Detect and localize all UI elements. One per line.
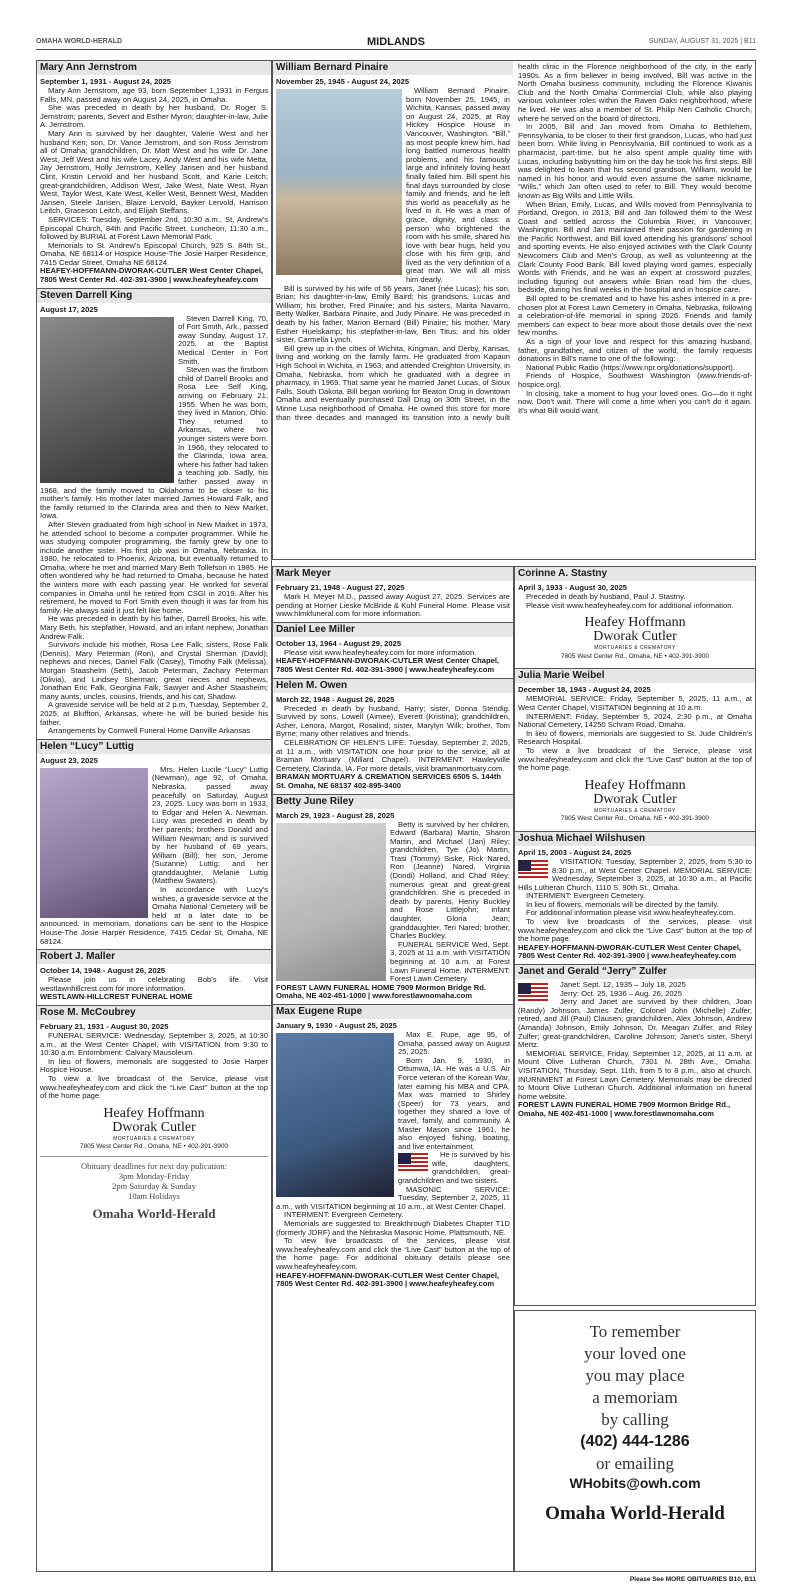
funeral-home: HEAFEY-HOFFMANN-DWORAK-CUTLER West Center Chapel, 7805 West Center Rd. 402-391-3900 | www.heafeyheafey.com	[40, 266, 264, 285]
obit-text: Please join us in celebrating Bob's life. Visit westlawnhillcrest.com for more information.	[40, 975, 268, 993]
obit-dates: February 21, 1931 - August 30, 2025	[40, 1022, 169, 1031]
obit-pinaire	[273, 61, 755, 559]
obit-king	[37, 289, 271, 740]
funeral-home: HEAFEY-HOFFMANN-DWORAK-CUTLER West Center Chapel, 7805 West Center Rd. 402-391-3900 | www.heafeyheafey.com	[276, 656, 500, 674]
obit-text: FUNERAL SERVICE: Wednesday, September 3, 2025, at 10:30 a.m., at the West Center Chapel, with VISITATION from 9:30 to 10:30 a.m. Entombment: Calvary Mausoleum.	[40, 1031, 268, 1058]
obit-text: She was preceded in death by her husband, Dr. Roger S. Jernstrom; parents, Severt and Esther Myron; daughter-in-law, Julie A. Jernstrom.	[40, 103, 268, 130]
obit-text: MEMORIAL SERVICE: Friday, September 5, 2025, 11 a.m., at West Center Chapel, VISITATION beginning at 10 a.m.	[518, 694, 752, 712]
obit-text: When Brian, Emily, Lucas, and Wills moved from Pennsylvania to Portland, Oregon, in 2013, Bill and Jan followed them to the West Coast and settled across the Columbia River, in Vancouver, Washington. Bill and Jan maintained their passion for gardening in the Pacific Northwest, and Bill loved attending his grandsons' school and sporting events. He also enjoyed activities with the Clark County Newcomers Club and Men's Group, as well as volunteering at the Clark County Food Bank. Bill loved playing word games, especially Words with Friends, and he was an expert at crossword puzzles, including figuring out answers while Brian read him the clues, bedside, during his final weeks in the hospital and in hospice care.	[518, 199, 752, 295]
obit-dates: September 1, 1931 - August 24, 2025	[40, 77, 171, 86]
deadline-title: Obituary deadlines for next day pulication:	[80, 1160, 228, 1171]
obit-weibel	[515, 669, 755, 832]
obit-text: In lieu of flowers, memorials will be directed by the family.	[526, 899, 719, 909]
obit-dates: August 17, 2025	[40, 304, 98, 314]
obit-text: To view a live broadcast of the Service, please visit www.heafeyheafey.com and click the “Live Cast” button at the top of the home page.	[518, 745, 752, 773]
deadline-line: 2pm Saturday & Sunday	[112, 1180, 196, 1191]
obit-dates: February 21, 1948 - August 27, 2025	[276, 583, 405, 592]
obit-dates: August 23, 2025	[40, 755, 98, 765]
obit-text: INTERMENT: Evergreen Cemetery.	[284, 1210, 404, 1220]
obit-dates: March 29, 1923 - August 28, 2025	[276, 810, 395, 820]
logo-line: Heafey Hoffmann	[584, 615, 686, 631]
funeral-home-logo	[518, 779, 752, 824]
footer-see-more: Please See MORE OBITUARIES B10, B11	[629, 1576, 756, 1583]
obit-name: Mark Meyer	[273, 567, 513, 581]
obit-text: Preceded in death by husband, Harry; sister, Donna Stendig. Survived by sons, Lowell (Aimee), Everett (Kristina); grandchildren, Asher, Lenora, Margot, Rosalind; sister, Marylyn Wilk; brother, Tom Byrne; many other relatives and friends.	[276, 703, 510, 739]
obit-dates: April 3, 1933 - August 30, 2025	[518, 583, 628, 592]
logo-line: 7805 West Center Rd., Omaha, NE • 402-391-3900	[560, 652, 710, 660]
obit-text: To view live broadcasts of the services, please visit www.heafeyheafey.com and click the “Live Cast” button at the top of the home page.	[518, 917, 752, 944]
obit-name: Helen “Lucy” Luttig	[37, 740, 271, 754]
funeral-home: BRAMAN MORTUARY & CREMATION SERVICES 6505 S. 144th St. Omaha, NE 68137 402-895-3400	[276, 772, 502, 790]
obit-wilshusen	[515, 832, 755, 965]
obit-dates: November 25, 1945 - August 24, 2025	[276, 77, 410, 86]
obit-name: Rose M. McCoubrey	[37, 1006, 271, 1020]
obit-text: Please visit www.heafeyheafey.com for additional information.	[526, 600, 734, 610]
obit-text: Jerry: Oct. 25, 1936 – Aug. 26, 2025	[560, 988, 683, 998]
obit-rupe	[273, 1005, 513, 1292]
obit-text: Bill grew up in the cities of Wichita, Kingman, and Derby, Kansas, living and working on the family farm. He graduated from Kapaun High School in Wichita, in 1963, and attended Creighton University, in Omaha, Nebraska, from which he graduated with a degree in pharmacy, in 1969. That same year he married Janet Lucas, of Sioux Falls, South Dakota. Bill began working for Beaton Drug in downtown Omaha and eventually purchased Dall Drug on 30th Street, in the Minne Lusa neighborhood of Omaha. He owned this store for more than three decades and managed its transition into a newly built health clinic in the Florence neighborhood of the city, in the early 1990s. As a firm believer in being involved, Bill was active in the North Omaha business community, including the Florence Kiwanis Club and the North Omaha Commercial Club, while also playing various volunteer roles within the Raven Oaks neighborhood, where he lived. He was also a member of St. Philip Neri Catholic Church, where he served on the board of directors.	[276, 62, 752, 422]
obit-text: He was preceded in death by his father, Darrell Brooks, his wife, Mary Beth, his stepfather, Howard, and an infant nephew, Jonathan Andrew Falk.	[40, 614, 268, 641]
obit-text: Bill is survived by his wife of 56 years, Janet (née Lucas); his son, Brian; his daughter-in-law, Emily Baird; his grandsons, Lucas and William; his brother, Fred Pinaire; and his sisters, Marita Navarro, Betty Walker, Barbara Pinaire, and Judy Pinaire. He was preceded in death by his father, Marion Bernard (Bill) Pinaire; his mother, Mary Esther Huelskamp; his stepfather-in-law, Ben Titus; and his older sister, Carmella Lynch.	[276, 283, 510, 345]
obit-text: National Public Radio (https://www.npr.org/donations/support).	[526, 362, 735, 372]
obit-name: Daniel Lee Miller	[273, 623, 513, 637]
obit-name: Helen M. Owen	[273, 679, 513, 693]
obit-text: Betty is survived by her children, Edward (Barbara) Martin, Sharon Martin, and Michael (Jan) Riley; grandchildren, Tye (Jo) Martin, Trasi (Tommy) Siske, Rick Nared, Ron (Jeanne) Nared, Virginia (Dondi) Holland, and Chad Riley; numerous great and great-great grandchildren. She is preceded in death by parents, Henry Buckley and Rose Littlejohn; infant daughter, Gloria Jean; granddaughter, Teri Nared; brother, Charles Buckley.	[390, 819, 510, 941]
obit-text: Survivors include his mother, Rosa Lee Falk; sisters, Rose Falk (Dennis), Mary Peterman (Ron), and Crystal Sherman (David); nephews and nieces, Daniel Falk (Casey), Timothy Falk (Melissa), Morgan Staashelm (Seth), Jacob Peterman, Zachary Peterman (Olivia), and Lindsey Sherman; great nieces and nephews, Jonathan Eric Falk, Georgina Falk, Sawyer and Asher Staasheim; many aunts, uncles, cousins, friends, and his cat, Shadow.	[40, 640, 268, 701]
obit-name: Steven Darrell King	[37, 289, 271, 303]
obit-text: In accordance with Lucy's wishes, a graveside service at the Omaha National Cemetery will be held at a later date to be announced. In memoriam, donations can be sent to the Hospice House-The Josie Harper Residence, 7415 Cedar St, Omaha, NE 68124.	[40, 885, 268, 946]
section-title: MIDLANDS	[366, 36, 426, 48]
obit-luttig	[37, 740, 271, 950]
funeral-home: FOREST LAWN FUNERAL HOME 7909 Mormon Bridge Rd. Omaha, NE 402-451-1000 | www.forestlawnomaha.com	[276, 982, 486, 1001]
column-middle	[272, 566, 514, 1572]
obit-text: Mrs. Helen Lucile “Lucy” Luttig (Newman), age 92, of Omaha, Nebraska, passed away peacefully on Saturday, August 23, 2025. Lucy was born in 1933, to Edgar and Helen A. Newman. Lucy was preceded in death by her parents; brothers Donald and William Newman; and is survived by her husband of 69 years, William (Bill); her son, Jerome (Suzanne) Luttig; and her granddaughter, Melanie Luttig (Matthew Swaters).	[152, 764, 268, 886]
obit-text: Steven Darrell King, 70, of Fort Smith, Ark., passed away Sunday, August 17, 2025, at the Baptist Medical Center in Fort Smith.	[178, 313, 268, 366]
obit-zulfer	[515, 965, 755, 1122]
obit-jernstrom	[37, 61, 271, 289]
funeral-home: FOREST LAWN FUNERAL HOME 7909 Mormon Bridge Rd., Omaha, NE 402-451-1000 | www.forestlawnomaha.com	[518, 1100, 731, 1118]
logo-line: MORTUARIES & CREMATORY	[594, 645, 676, 652]
obit-text: Preceded in death by husband, Paul J. Stastny.	[526, 592, 686, 601]
obit-text: Mary Ann Jernstrom, age 93, born September 1,1931 in Fergus Falls, MN, passed away on August 24, 2025, in Omaha.	[40, 86, 268, 104]
obit-text: VISITATION: Tuesday, September 2, 2025, from 5:30 to 8:30 p.m., at West Center Chapel. MEMORIAL SERVICE: Wednesday, September 3, 2025, at 10:30 a.m., at Pacific Hills Lutheran Church, 1110 S. 90th St., Omaha.	[518, 856, 752, 892]
obit-name: Max Eugene Rupe	[273, 1005, 513, 1019]
portrait-photo	[40, 768, 148, 918]
logo-line: MORTUARIES & CREMATORY	[113, 1135, 195, 1142]
obit-text: INTERMENT: Evergreen Cemetery.	[526, 891, 646, 901]
obit-text: Mark H. Meyer M.D., passed away August 27, 2025. Services are pending at Horner Lieske McBride & Kuhl Funeral Home. Please visit www.hlmkfuneral.com for more information.	[276, 592, 510, 619]
obit-stastny	[515, 567, 755, 669]
flag-icon	[398, 1153, 428, 1173]
memoriam-ad	[514, 1310, 756, 1572]
ad-line: your loved one	[584, 1344, 686, 1363]
obit-meyer	[273, 567, 513, 623]
obit-text: For additional information please visit www.heafeyheafey.com.	[526, 908, 736, 918]
logo-line: Heafey Hoffmann	[584, 777, 686, 793]
deadlines-box	[40, 1156, 268, 1223]
obit-text: Bill opted to be cremated and to have his ashes interred in a pre-chosen plot at Forest Lawn Cemetery in Omaha, Nebraska, following a celebration-of-life memorial in spring 2026. Friends and family members can expect to hear more about those details over the next few months.	[518, 294, 752, 338]
obit-name: Betty June Riley	[273, 795, 513, 809]
obit-text: Memorials to St. Andrew's Episcopal Church, 925 S. 84th St., Omaha, NE 68114 or Hospice House-The Josie Harper Residence, 7415 Cedar Street, Omaha NE 68124.	[40, 240, 268, 267]
obit-text: A graveside service will be held at 2 p.m, Tuesday, September 2, 2025, at Bluffton, Arkansas, where he will be buried beside his father.	[40, 700, 268, 727]
obit-text: William Bernard Pinaire, born November 25, 1945, in Wichita, Kansas, passed away on August 24, 2025, at Ray Hickey Hospice House in Vancouver, Washington. “Bill,” as most people knew him, had long battled numerous health problems, and his famously large and infinitely loving heart finally failed him. Bill spent his final days surrounded by close family and friends, and he left this world as peacefully as he lived in it. He was a man of grace, dignity, and class: a person who brightened the room with his smile, shared his love with bear hugs, held you close with his firm grip, and lived as the very definition of a great man. We will all miss him dearly.	[406, 86, 510, 285]
obit-text: Memorials are suggested to: Breakthrough Diabetes Chapter T1D (formerly JDRF) and the Nebraska Masonic Home, Plattsmouth, NE.	[276, 1219, 510, 1237]
obit-name: Joshua Michael Wilshusen	[515, 832, 755, 846]
obit-dates: October 13, 1964 - August 29, 2025	[276, 638, 402, 648]
obit-text: In lieu of flowers, memorials are suggested to St. Jude Children's Research Hospital.	[518, 728, 752, 747]
obit-dates: October 14, 1948 - August 26, 2025	[40, 966, 166, 976]
ad-line: or emailing	[596, 1454, 674, 1473]
ad-phone-link[interactable]: (402) 444-1286	[580, 1433, 690, 1450]
logo-line: Dworak Cutler	[112, 1119, 196, 1135]
logo-line: Heafey Hoffmann	[103, 1105, 205, 1121]
obit-name: Robert J. Maller	[37, 950, 271, 964]
obit-dates: January 9, 1930 - August 25, 2025	[276, 1020, 397, 1030]
obit-mccoubrey	[37, 1006, 271, 1226]
obit-text: After Steven graduated from high school in New Market in 1973, he attended school to become a computer programmer. While he was studying computer programming, the family grew by one to include another sister. His first job was in Omaha, Nebraska. In 1980, he relocated to Phoenix, Arizona, but eventually returned to Omaha, where he met and married Mary Beth Tollefson in 1985. He often wondered why he had returned to Omaha, because he hated the winters more with each passing year. He worked for several companies in Omaha until he retired from CSGI in 2019. After his retirement, he moved to Fort Smith even though it was far from his family. He always said it just felt like home.	[40, 519, 268, 615]
obit-riley	[273, 795, 513, 1005]
column-right	[514, 566, 756, 1306]
obit-text: SERVICES: Tuesday, September 2nd, 10:30 a.m., St. Andrew's Episcopal Church, 84th and Pacific Street. Luncheon, 11:30 a.m., followed by BURIAL at Forest Lawn Memorial Park.	[40, 214, 268, 242]
obit-name: Julia Marie Weibel	[515, 669, 755, 683]
obit-text: He is survived by his wife, daughters, grandchildren, great-grandchildren and two sisters.	[398, 1150, 510, 1186]
obit-dates: April 15, 2003 - August 24, 2025	[518, 847, 632, 857]
obit-text: In lieu of flowers, memorials are suggested to Josie Harper Hospice House.	[40, 1056, 268, 1075]
logo-line: 7805 West Center Rd., Omaha, NE • 402-391-3900	[560, 815, 710, 823]
funeral-home-logo	[518, 616, 752, 661]
obit-text: Mary Ann is survived by her daughter, Valerie West and her husband Ken; son, Dr. Vance Jernstrom, and son Ross Jernstrom all of Omaha; grandchildren, Dr. Matt West and his wife Dr. Jane West, Jeff West and his wife Lacey, Andy West and his wife Metta, Jay Jernstrom, Holly Jernstrom, Kelley Jansen and her husband Clint, Kristin Lervold and her husband Scott, and Karie Leitch; great-grandchildren, Addison West, Jake West, Nate West, Ryan West, Taylor West, Kate West, Keller West, Bennett West, Madden Jansen, Steele Jansen, Blaize Lervold, Bayker Lervold, Harrison Leitch, Graceson Leitch, and Elijah Steffans.	[40, 128, 268, 216]
flag-icon	[518, 983, 548, 1003]
obit-text: MEMORIAL SERVICE, Friday, September 12, 2025, at 11 a.m. at Mount Olive Lutheran Church, 7301 N. 28th Ave., Omaha. VISITATION, Thursday, Sept. 11th, from 5 to 8 p.m., also at church. INURNMENT at Forest Lawn Cemetery. Memorials may be directed to Mount Olive Lutheran Church. Additional information on funeral home website.	[518, 1048, 752, 1101]
obit-name: Corinne A. Stastny	[515, 567, 755, 581]
ad-email-link[interactable]: WHobits@owh.com	[569, 1475, 701, 1491]
deadline-line: 3pm Monday-Friday	[118, 1170, 190, 1181]
obit-text: Janet: Sept. 12, 1935 – July 18, 2025	[560, 980, 686, 990]
flag-icon	[518, 860, 548, 880]
obit-text: Jerry and Janet are survived by their children, Joan (Randy) Johnson, James Zulfer, Colonel John (Michelle) Zulfer, retired, and Jill (Paul) Clausen; grandchildren, Alex Johnson, Andrew (Amanda) Johnson, Emily Johnson, Dr. Meagan Zulfer, and Riley Zulfer; great-grandchildren, Caroline Johnson; Janet's sister, Sheryl Mertz.	[518, 997, 752, 1050]
funeral-home-logo	[40, 1107, 268, 1152]
obit-text: Max E. Rupe, age 95, of Omaha, passed away on August 25, 2025.	[398, 1029, 510, 1057]
obit-name: Mary Ann Jernstrom	[37, 61, 271, 75]
funeral-home: HEAFEY-HOFFMANN-DWORAK-CUTLER West Center Chapel, 7805 West Center Rd. 402-391-3900 | www.heafeyheafey.com	[276, 1270, 500, 1289]
ad-line: a memoriam	[592, 1388, 678, 1407]
obit-maller	[37, 950, 271, 1006]
page-header	[36, 36, 756, 50]
obit-miller	[273, 623, 513, 679]
date-page: SUNDAY, AUGUST 31, 2025 | B11	[648, 38, 756, 45]
portrait-photo	[276, 89, 402, 275]
obit-dates: December 18, 1943 - August 24, 2025	[518, 685, 651, 695]
obit-name: Janet and Gerald “Jerry” Zulfer	[515, 965, 755, 979]
obit-pinaire-box	[272, 60, 756, 560]
obit-text: Friends of Hospice, Southwest Washington (www.friends-of-hospice.org).	[518, 371, 752, 389]
paper-name: OMAHA WORLD-HERALD	[36, 38, 123, 45]
obit-text: Born Jan. 9, 1930, in Ottumwa, IA. He was a U.S. Air Force veteran of the Korean War, later earning his MBA and CPA. Max was married to Shirley (Speer) for 73 years, and together they shared a love of travel, family, and community. A Master Mason since 1961, he also enjoyed fishing, boating, and live entertainment.	[398, 1055, 510, 1151]
obit-text: As a sign of your love and respect for this amazing husband, father, grandfather, and citizen of the world, the family requests donations in Bill's name to one of the following:	[518, 337, 752, 364]
portrait-photo	[276, 1033, 394, 1197]
obit-dates: March 22, 1948 - August 26, 2025	[276, 694, 395, 704]
logo-line: Dworak Cutler	[593, 629, 677, 645]
portrait-photo	[40, 317, 174, 483]
obit-text: MASONIC SERVICE: Tuesday, September 2, 2025, 11 a.m., with VISITATION beginning at 10 a.m., at West Center Chapel.	[276, 1184, 510, 1211]
obit-text: INTERMENT: Friday, September 5, 2024, 2:30 p.m., at Omaha National Cemetery, 14250 Schram Road, Omaha.	[518, 711, 752, 730]
logo-line: Dworak Cutler	[593, 791, 677, 807]
portrait-photo	[276, 823, 386, 981]
obit-text: To view live broadcasts of the services, please visit www.heafeyheafey.com and click the “Live Cast” button at the top of the home page. For additional obituary details please see www.heafeyheafey.com.	[276, 1236, 510, 1271]
logo-line: 7805 West Center Rd., Omaha, NE • 402-391-3900	[79, 1143, 229, 1151]
funeral-home: WESTLAWN-HILLCREST FUNERAL HOME	[40, 992, 193, 1002]
deadline-line: 10am Holidays	[128, 1190, 180, 1201]
funeral-home: HEAFEY-HOFFMANN-DWORAK-CUTLER West Center Chapel, 7805 West Center Rd. 402-391-3900 | www.heafeyheafey.com	[518, 942, 742, 961]
obit-text: In closing, take a moment to hug your loved ones. Go—do it right now. Don't wait. There will come a time when you can't do it again. It's what Bill would want.	[518, 388, 752, 415]
obit-text: To view a live broadcast of the Service, please visit www.heafeyheafey.com and click the “Live Cast” button at the top of the home page.	[40, 1073, 268, 1101]
column-left	[36, 60, 272, 1572]
ad-line: you may place	[585, 1366, 685, 1385]
masthead-logo: Omaha World-Herald	[545, 1503, 725, 1524]
ad-line: To remember	[589, 1322, 681, 1341]
obit-text: Steven was the firstborn child of Darrell Brooks and Rosa Lee Self King, arriving on February 21, 1955. When he was born, they lived in Marion, Ohio. They returned to Arkansas, where two younger sisters were born. In 1966, they relocated to the Clarinda, Iowa area, where his father had taken a teaching job. Sadly, his father passed away in 1968, and the family moved to Oklahoma to be closer to his mother's family. His mother later married James Howard Falk, and the family returned to the Clarinda area and then to New Market, Iowa.	[40, 365, 268, 521]
logo-line: MORTUARIES & CREMATORY	[594, 807, 676, 814]
obit-owen	[273, 679, 513, 795]
obit-text: In 2005, Bill and Jan moved from Omaha to Bethlehem, Pennsylvania, to be closer to their first grandson, Lucas, who had just been born. While living in Pennsylvania, Bill continued to work as a pharmacist, part-time, but he also spent ample quality time with Lucas, including babysitting him on the day he took his first steps. Bill was delighted to learn that his second grandson, William, would be named in his honor and would even assume the same nickname, “Wills,” which Jan often used to refer to Bill. They would become known as Big Wills and Little Wills.	[518, 122, 752, 200]
obit-name: William Bernard Pinaire	[273, 61, 513, 75]
obit-text: Please visit www.heafeyheafey.com for more information.	[284, 647, 477, 657]
obit-text: FUNERAL SERVICE Wed, Sept. 3, 2025 at 11 a.m. with VISITATION beginning at 10 a.m. at Forest Lawn Funeral Home. INTERMENT: Forest Lawn Cemetery.	[390, 939, 510, 984]
masthead-logo: Omaha World-Herald	[92, 1205, 216, 1221]
obit-text: CELEBRATION OF HELEN'S LIFE: Tuesday, September 2, 2025, at 11 a.m., with VISITATION one hour prior to the service, all at Braman Mortuary (Millard Chapel). INTERMENT: Hawleyville Cemetery, Clarinda, IA. For more details, visit bramanmortuary.com.	[276, 737, 510, 773]
ad-line: by calling	[601, 1410, 669, 1429]
obit-text: Arrangements by Cornwell Funeral Home Danville Arkansas	[48, 726, 251, 736]
